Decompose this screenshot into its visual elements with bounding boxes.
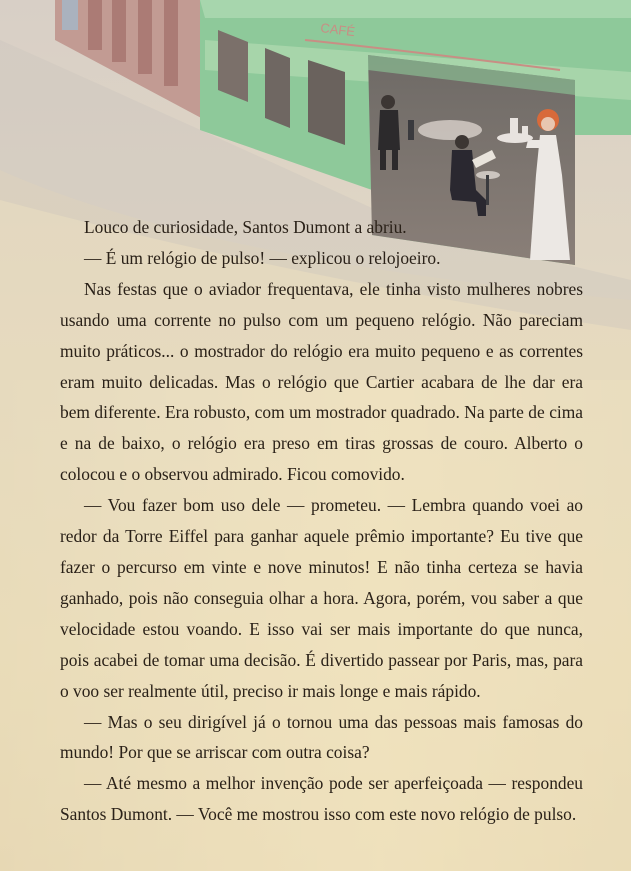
paragraph-1: Louco de curiosidade, Santos Dumont a abriu. [84,217,407,237]
paragraph-5: — Mas o seu dirigível já o tornou uma das pessoas mais famosas do mundo! Por que se arriscar com outra coisa? [60,711,583,763]
paragraph-2: — É um relógio de pulso! — explicou o relojoeiro. [84,247,441,268]
story-text [60,212,583,830]
cafe-sign: CAFÉ [319,20,356,40]
paragraph-4: — Vou fazer bom uso dele — prometeu. — Lembra quando voei ao redor da Torre Eiffel para ganhar aquele prêmio importante? Eu tive que fazer o percurso em vinte e nove minutos! E não tinha certeza se havia ganhado, pois não conseguia olhar a hora. Agora, porém, vou saber a que velocidade estou voando. E isso vai ser mais importante do que nunca, pois acabei de tomar uma decisão. É divertido passear por Paris, mas, para o voo ser realmente útil, preciso ir mais longe e mais rápido. [60,495,583,701]
paragraph-6: — Até mesmo a melhor invenção pode ser aperfeiçoada — respondeu Santos Dumont. — Você me mostrou isso com este novo relógio de pulso. [60,773,583,825]
paragraph-3: Nas festas que o aviador frequentava, ele tinha visto mulheres nobres usando uma corrente no pulso com um pequeno relógio. Não pareciam muito práticos... o mostrador do relógio era muito pequeno e as correntes eram muito delicadas. Mas o relógio que Cartier acabara de lhe dar era bem diferente. Era robusto, com um mostrador quadrado. Na parte de cima e na de baixo, o relógio era preso em tiras grossas de couro. Alberto o colocou e o observou admirado. Ficou comovido. [60,278,583,485]
